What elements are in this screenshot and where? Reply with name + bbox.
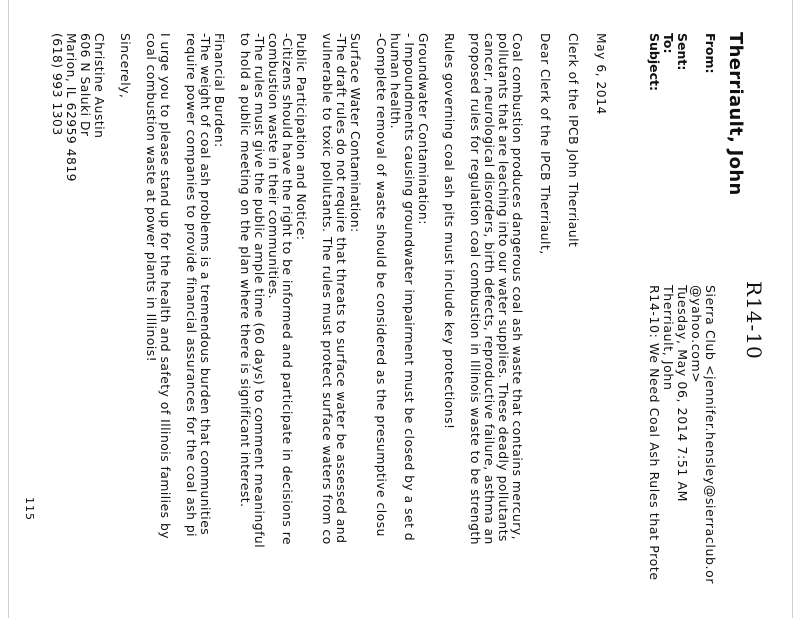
groundwater-line: - Impoundments causing groundwater impairment must be closed by a set d xyxy=(402,33,416,542)
subject-value: R14-10: We Need Coal Ash Rules that Prote xyxy=(647,285,662,581)
page-number: 115 xyxy=(23,497,36,521)
closing-line: I urge you to please stand up for the health and safety of Illinois families by xyxy=(158,33,172,540)
intro-line: pollutants that are leaching into our water supplies. These deadly pollutants xyxy=(496,33,510,542)
participation-heading: Public Participation and Notice: xyxy=(294,33,308,241)
salutation: Dear Clerk of the IPCB Therriault, xyxy=(538,33,552,255)
groundwater-line: -Complete removal of waste should be considered as the presumptive closu xyxy=(374,33,388,537)
surface-water-heading: Surface Water Contamination: xyxy=(348,33,362,233)
financial-heading: Financial Burden: xyxy=(212,33,226,148)
signature-phone: (618) 993 1303 xyxy=(50,33,64,136)
sent-label: Sent: xyxy=(675,33,690,71)
intro-line: Coal combustion produces dangerous coal ash waste that contains mercury, xyxy=(510,33,524,541)
sent-value: Tuesday, May 06, 2014 7:51 AM xyxy=(675,285,690,503)
participation-line: -Citizens should have the right to be informed and participate in decisions re xyxy=(280,33,294,546)
intro-line: proposed rules for regulation coal combustion in Illinois waste to be strength xyxy=(468,33,482,546)
groundwater-line: human health. xyxy=(388,33,402,130)
from-value-continued: @yahoo.com> xyxy=(689,285,704,384)
sincerely: Sincerely, xyxy=(118,33,132,99)
groundwater-heading: Groundwater Contamination: xyxy=(416,33,430,225)
subject-label: Subject: xyxy=(647,33,662,91)
signature-address: 606 N Saluki Dr xyxy=(78,33,92,137)
recipient-line: Clerk of the IPCB John Therriault xyxy=(566,33,580,248)
financial-line: -The weight of coal ash problems is a tremendous burden that communities xyxy=(198,33,212,536)
letter-date: May 6, 2014 xyxy=(594,33,608,115)
intro-line: cancer, neurological disorders, birth defects, reproductive failure, asthma an xyxy=(482,33,496,545)
surface-water-line: vulnerable to toxic pollutants. The rules must protect surface waters from co xyxy=(320,33,334,545)
participation-line: combustion waste in their communities. xyxy=(266,33,280,300)
participation-line: to hold a public meeting on the plan where there is significant interest. xyxy=(238,33,252,508)
financial-line: require power companies to provide financial assurances for the coal ash pi xyxy=(184,33,198,538)
to-value: Therriault, John xyxy=(661,285,676,391)
scan-edge-left xyxy=(8,0,9,618)
case-number: R14-10 xyxy=(742,281,766,360)
participation-line: -The rules must give the public ample time (60 days) to comment meaningful xyxy=(252,33,266,549)
closing-line: coal combustion waste at power plants in Illinois! xyxy=(144,33,158,363)
signature-name: Christine Austin xyxy=(92,33,106,139)
from-label: From: xyxy=(703,33,718,74)
from-value: Sierra Club <jennifer.hensley@sierraclub.or xyxy=(703,285,718,585)
to-label: To: xyxy=(661,33,676,54)
key-protections-line: Rules governing coal ash pits must include key protections! xyxy=(442,33,456,430)
scan-edge-right xyxy=(792,0,793,618)
surface-water-line: -The draft rules do not require that threats to surface water be assessed and xyxy=(334,33,348,544)
signature-city: Marion, IL 62959 4819 xyxy=(64,33,78,182)
sender-name: Therriault, John xyxy=(725,32,746,196)
